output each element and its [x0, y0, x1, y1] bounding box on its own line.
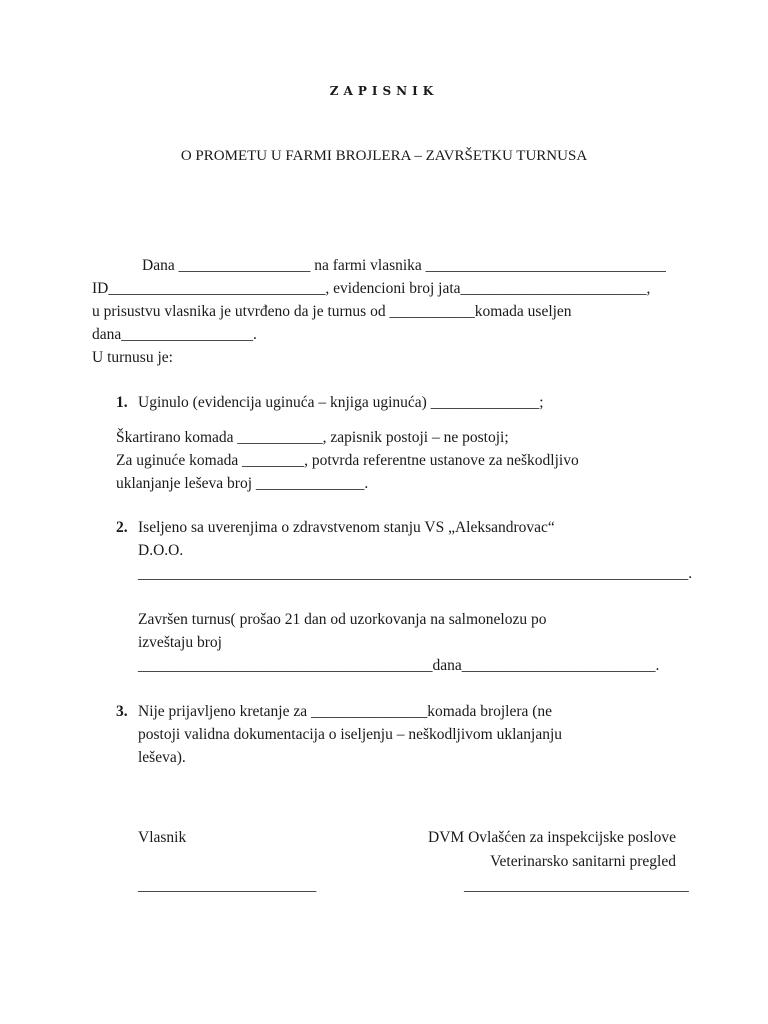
intro-line-date-farm: Dana _________________ na farmi vlasnika _______________________________	[142, 257, 666, 274]
item-2-zavrsen-line: Završen turnus( prošao 21 dan od uzorkovanja na salmonelozu po	[138, 611, 547, 628]
document-title: ZAPISNIK	[329, 84, 439, 98]
item-1-text: Uginulo (evidencija uginuća – knjiga uginuća) ______________;	[138, 394, 544, 411]
document-subtitle: O PROMETU U FARMI BROJLERA – ZAVRŠETKU TURNUSA	[180, 148, 588, 164]
item-3-text	[138, 700, 683, 769]
intro-line-u-turnusu: U turnusu je:	[92, 349, 173, 366]
item-1-uklanjanje: uklanjanje leševa broj ______________.	[116, 475, 369, 492]
item-3-number: 3.	[116, 703, 128, 720]
item-1-uginuce: Za uginuće komada ________, potvrda referentne ustanove za neškodljivo	[116, 452, 579, 469]
item-1-number: 1.	[116, 394, 128, 411]
item-2-text	[138, 516, 693, 585]
signature-owner-label: Vlasnik	[138, 829, 187, 846]
signature-vet-sublabel: Veterinarsko sanitarni pregled	[490, 853, 676, 870]
intro-line-turnus: u prisustvu vlasnika je utvrđeno da je turnus od ___________komada useljen	[92, 303, 572, 320]
item-2-izvestaj: izveštaju broj	[138, 634, 222, 651]
item-1-skartirano: Škartirano komada ___________, zapisnik postoji – ne postoji;	[116, 429, 509, 446]
intro-line-dana: dana_________________.	[92, 326, 257, 343]
item-2-number: 2.	[116, 519, 128, 536]
item-3-leseva: leševa).	[138, 749, 186, 766]
item-1-details	[116, 426, 676, 495]
intro-paragraph	[92, 254, 682, 369]
item-2-blank-line: _______________________________________________________________________.	[138, 565, 693, 582]
item-2-zavrsen-turnus	[138, 608, 683, 677]
signature-owner-line: _______________________	[138, 877, 317, 894]
item-2-izvestaj-blank: ______________________________________dana_________________________.	[138, 657, 660, 674]
item-3-dokumentacija: postoji validna dokumentacija o iseljenju – neškodljivom uklanjanju	[138, 726, 563, 743]
signature-vet-line: _____________________________	[464, 877, 689, 894]
item-2-doo: D.O.O.	[138, 542, 184, 559]
intro-line-id: ID____________________________, evidencioni broj jata________________________,	[92, 280, 651, 297]
item-3-kretanje: Nije prijavljeno kretanje za _______________komada brojlera (ne	[138, 703, 553, 720]
item-2-iseljeno: Iseljeno sa uverenjima o zdravstvenom stanju VS „Aleksandrovac“	[138, 519, 555, 536]
signature-vet-label: DVM Ovlašćen za inspekcijske poslove	[428, 829, 676, 846]
